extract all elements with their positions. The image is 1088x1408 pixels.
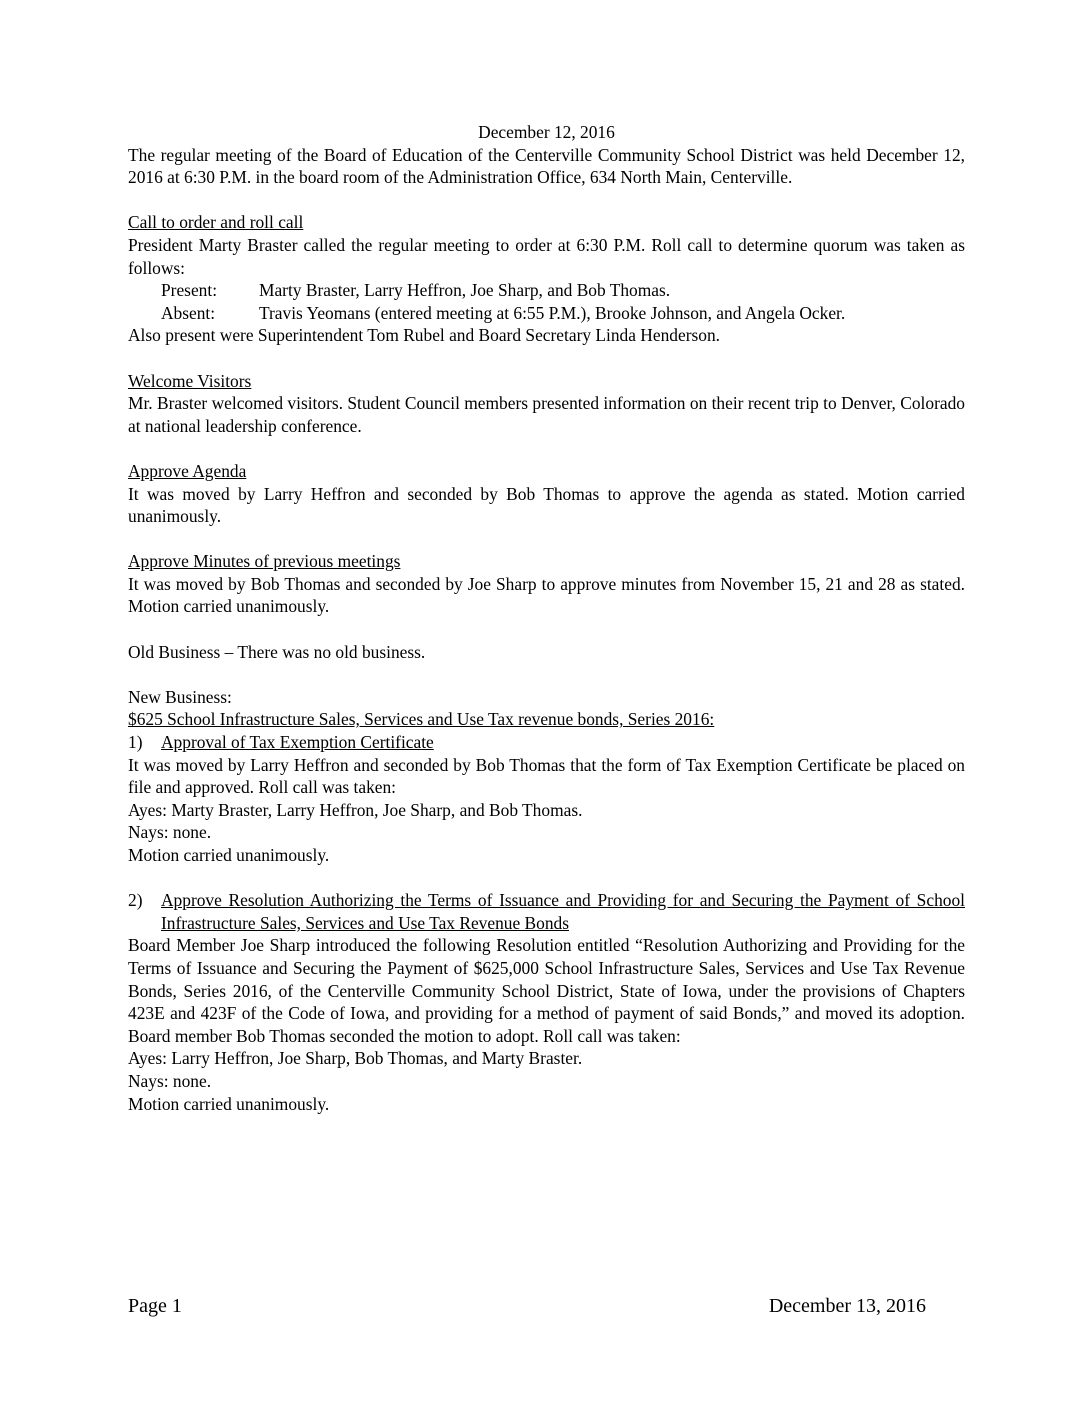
agenda-text: It was moved by Larry Heffron and seconded by Bob Thomas to approve the agenda as stated. Motion carried unanimously. [128, 483, 965, 527]
spacer [128, 189, 965, 212]
page-footer [128, 1293, 926, 1319]
date-heading: December 12, 2016 [478, 122, 615, 142]
present-row [128, 279, 965, 302]
footer-date: December 13, 2016 [768, 1295, 926, 1317]
item-2-number: 2) [128, 890, 143, 911]
item-2-text: Board Member Joe Sharp introduced the following Resolution entitled “Resolution Authorizing and Providing for the Terms of Issuance and Securing the Payment of $625,000 School Infrastructure Sales, Services and Use Tax Revenue Bonds, Series 2016, of the Centerville Community School District, State of Iowa, under the provisions of Chapters 423E and 423F of the Code of Iowa, and providing for a method of payment of said Bonds,” and moved its adoption. Board member Bob Thomas seconded the motion to adopt. Roll call was taken: [128, 935, 965, 1046]
item-2-ayes: Ayes: Larry Heffron, Joe Sharp, Bob Thomas, and Marty Braster. [128, 1048, 583, 1069]
item-2-nays: Nays: none. [128, 1070, 212, 1091]
spacer [128, 867, 965, 890]
welcome-heading: Welcome Visitors [128, 370, 252, 391]
item-1-text: It was moved by Larry Heffron and seconded by Bob Thomas that the form of Tax Exemption Certificate be placed on file and approved. Roll call was taken: [128, 754, 965, 798]
item-2-title: Approve Resolution Authorizing the Terms of Issuance and Providing for and Securing the Payment of School Infrastructure Sales, Services and Use Tax Revenue Bonds [161, 890, 965, 933]
item-1-nays: Nays: none. [128, 822, 212, 843]
item-2-result: Motion carried unanimously. [128, 1093, 330, 1114]
page-number: Page 1 [128, 1295, 182, 1317]
item-1-number: 1) [128, 732, 143, 753]
also-present-text: Also present were Superintendent Tom Rubel and Board Secretary Linda Henderson. [128, 325, 720, 346]
old-business-text: Old Business – There was no old business. [128, 641, 426, 662]
absent-row [128, 302, 965, 325]
absent-label: Absent: [161, 302, 216, 323]
spacer [128, 347, 965, 370]
absent-list: Travis Yeomans (entered meeting at 6:55 P.M.), Brooke Johnson, and Angela Ocker. [259, 302, 846, 323]
call-to-order-text: President Marty Braster called the regular meeting to order at 6:30 P.M. Roll call to determine quorum was taken as follows: [128, 234, 965, 278]
spacer [128, 663, 965, 686]
item-2-heading [128, 889, 965, 934]
spacer [128, 528, 965, 551]
agenda-heading: Approve Agenda [128, 460, 247, 481]
minutes-heading: Approve Minutes of previous meetings [128, 551, 401, 572]
intro-paragraph: The regular meeting of the Board of Education of the Centerville Community School District was held December 12, 2016 at 6:30 P.M. in the board room of the Administration Office, 634 North Main, Centerville. [128, 144, 965, 188]
item-1-title: Approval of Tax Exemption Certificate [161, 732, 434, 753]
welcome-text: Mr. Braster welcomed visitors. Student Council members presented information on their recent trip to Denver, Colorado at national leadership conference. [128, 393, 965, 436]
present-list: Marty Braster, Larry Heffron, Joe Sharp, and Bob Thomas. [259, 280, 671, 301]
minutes-body [128, 121, 965, 1115]
item-1-heading [128, 731, 965, 754]
new-business-label: New Business: [128, 686, 232, 707]
item-1-result: Motion carried unanimously. [128, 845, 330, 865]
present-label: Present: [161, 280, 218, 301]
item-1-ayes: Ayes: Marty Braster, Larry Heffron, Joe Sharp, and Bob Thomas. [128, 799, 583, 820]
call-to-order-heading: Call to order and roll call [128, 212, 304, 233]
spacer [128, 437, 965, 460]
spacer [128, 618, 965, 641]
bond-heading: $625 School Infrastructure Sales, Services and Use Tax revenue bonds, Series 2016: [128, 709, 715, 730]
minutes-text: It was moved by Bob Thomas and seconded by Joe Sharp to approve minutes from November 15, 21 and 28 as stated. Motion carried unanimously. [128, 573, 965, 617]
